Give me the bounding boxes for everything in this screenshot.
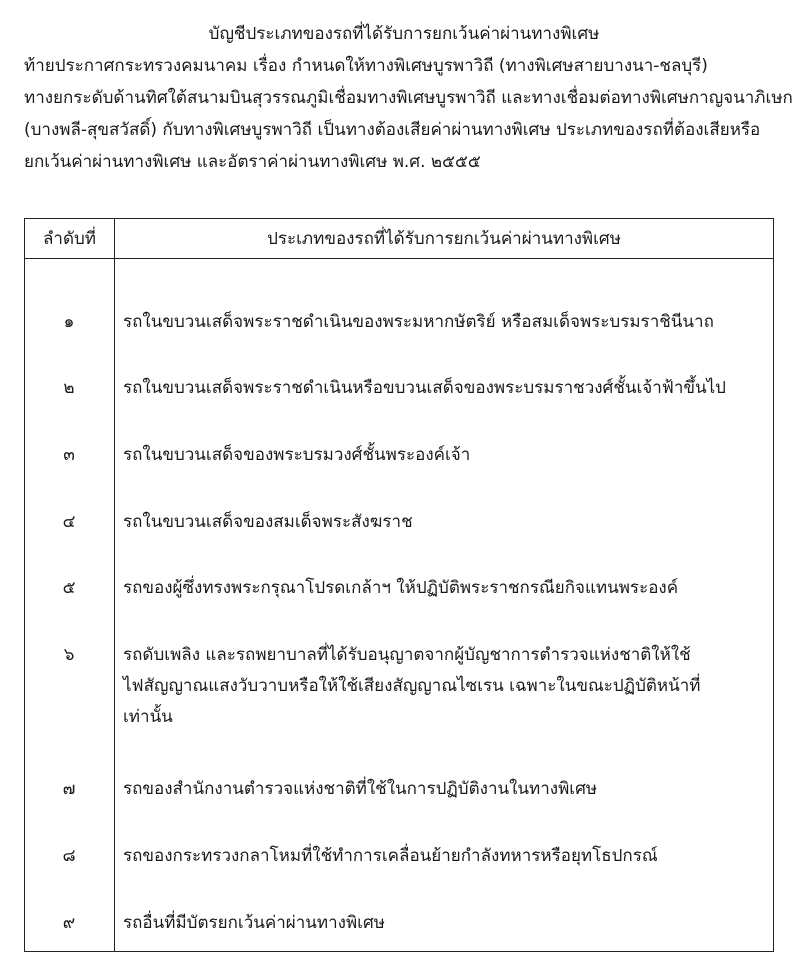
row-description — [123, 573, 763, 604]
row-description-line: รถดับเพลิง และรถพยาบาลที่ได้รับอนุญาตจากผู้บัญชาการตำรวจแห่งชาติให้ใช้ — [123, 645, 691, 665]
row-description-line: เท่านั้น — [123, 707, 173, 727]
column-divider — [114, 259, 116, 951]
row-description — [123, 507, 763, 538]
row-description-line: รถของสำนักงานตำรวจแห่งชาติที่ใช้ในการปฏิบัติงานในทางพิเศษ — [123, 779, 598, 799]
row-number: ๘ — [62, 846, 76, 866]
row-number: ๗ — [62, 779, 76, 799]
row-description — [123, 307, 763, 338]
row-description — [123, 440, 763, 471]
row-description — [123, 774, 763, 805]
document-header — [24, 18, 793, 178]
row-description-line: รถในขบวนเสด็จของสมเด็จพระสังฆราช — [123, 512, 413, 532]
row-description-line: ไฟสัญญาณแสงวับวาบหรือให้ใช้เสียงสัญญาณไซเรน เฉพาะในขณะปฏิบัติหน้าที่ — [123, 676, 701, 696]
column-header-no: ลำดับที่ — [25, 219, 115, 258]
document-title: บัญชีประเภทของรถที่ได้รับการยกเว้นค่าผ่านทางพิเศษ — [208, 24, 600, 44]
row-number: ๒ — [63, 378, 75, 398]
row-description-line: รถในขบวนเสด็จพระราชดำเนินหรือขบวนเสด็จของพระบรมราชวงศ์ชั้นเจ้าฟ้าขึ้นไป — [123, 378, 726, 398]
exemption-table — [24, 218, 774, 952]
row-number: ๓ — [63, 445, 75, 465]
row-description-line: รถอื่นที่มีบัตรยกเว้นค่าผ่านทางพิเศษ — [123, 913, 385, 933]
table-body — [25, 259, 773, 951]
row-number: ๕ — [62, 578, 76, 598]
row-number: ๙ — [62, 913, 76, 933]
table-header — [25, 219, 773, 259]
header-line-2: ทางยกระดับด้านทิศใต้สนามบินสุวรรณภูมิเชื่อมทางพิเศษบูรพาวิถี และทางเชื่อมต่อทางพิเศษกาญจนาภิเษก — [24, 88, 793, 108]
row-number: ๑ — [63, 312, 75, 332]
row-description — [123, 640, 763, 733]
row-description — [123, 908, 763, 939]
row-description-line: รถของผู้ซึ่งทรงพระกรุณาโปรดเกล้าฯ ให้ปฏิบัติพระราชกรณียกิจแทนพระองค์ — [123, 578, 679, 598]
row-description-line: รถในขบวนเสด็จของพระบรมวงศ์ชั้นพระองค์เจ้า — [123, 445, 471, 465]
column-header-description: ประเภทของรถที่ได้รับการยกเว้นค่าผ่านทางพิเศษ — [267, 229, 621, 249]
header-line-1: ท้ายประกาศกระทรวงคมนาคม เรื่อง กำหนดให้ทางพิเศษบูรพาวิถี (ทางพิเศษสายบางนา-ชลบุรี) — [24, 56, 708, 76]
row-description-line: รถในขบวนเสด็จพระราชดำเนินของพระมหากษัตริย์ หรือสมเด็จพระบรมราชินีนาถ — [123, 312, 714, 332]
row-number: ๔ — [62, 512, 76, 532]
row-description-line: รถของกระทรวงกลาโหมที่ใช้ทำการเคลื่อนย้ายกำลังทหารหรือยุทโธปกรณ์ — [123, 846, 658, 866]
header-line-3: (บางพลี-สุขสวัสดิ์) กับทางพิเศษบูรพาวิถี เป็นทางต้องเสียค่าผ่านทางพิเศษ ประเภทของรถที่ต้องเสียหรือ — [24, 120, 761, 140]
header-line-4: ยกเว้นค่าผ่านทางพิเศษ และอัตราค่าผ่านทางพิเศษ พ.ศ. ๒๕๕๕ — [24, 152, 481, 172]
row-description — [123, 373, 763, 404]
row-description — [123, 841, 763, 872]
row-number: ๖ — [63, 645, 75, 665]
